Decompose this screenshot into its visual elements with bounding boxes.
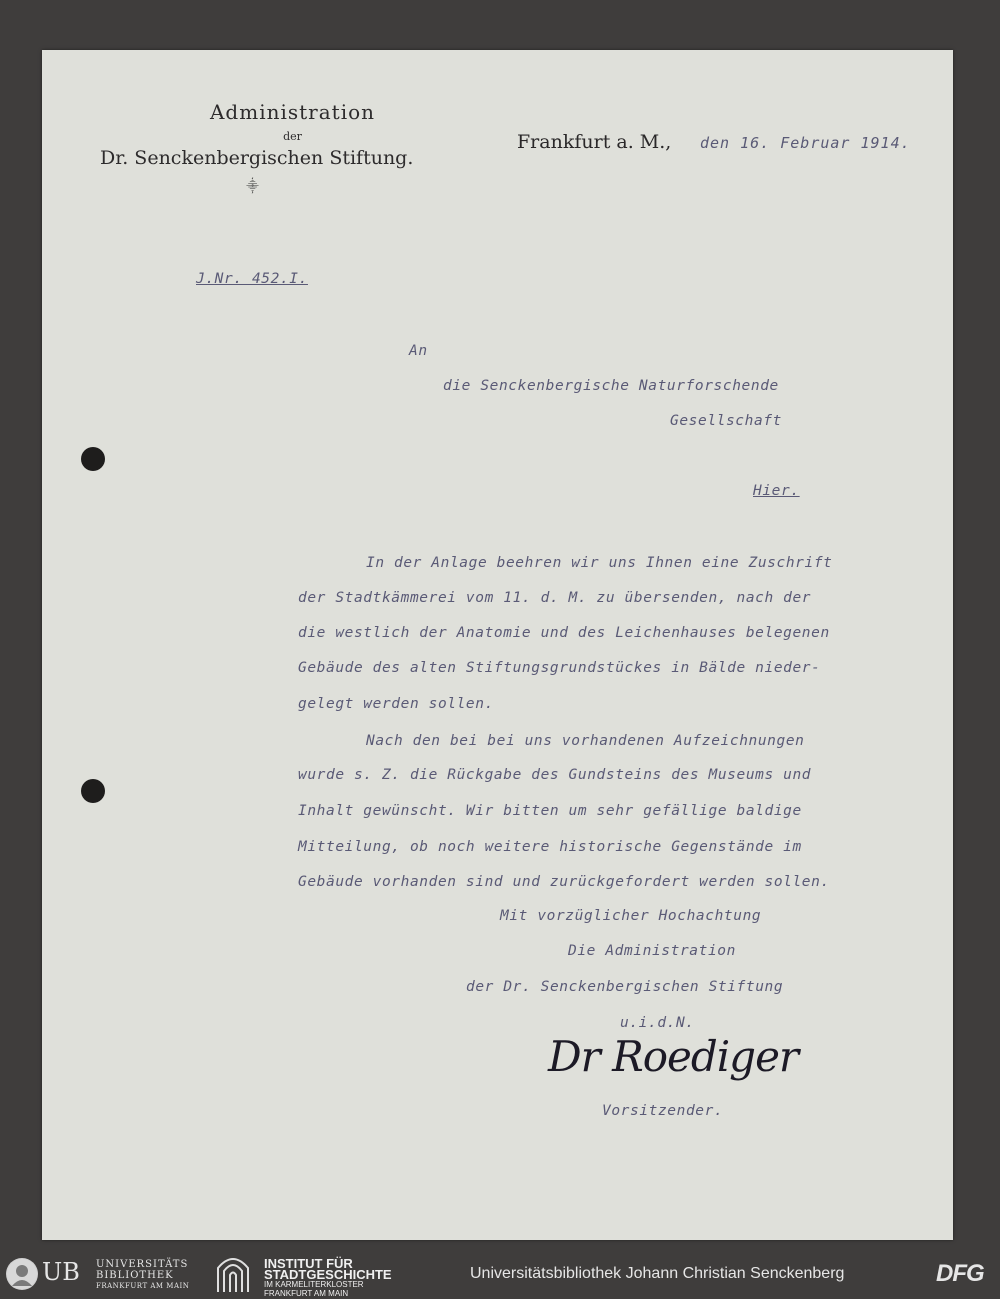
body-line: Mitteilung, ob noch weitere historische Gegenstände im (298, 839, 802, 855)
letterhead-title: Administration (209, 100, 376, 124)
institute-arches-icon (214, 1256, 252, 1294)
body-line: Gebäude des alten Stiftungsgrundstückes in Bälde nieder- (298, 660, 821, 676)
ornament-icon: ⸎ (246, 179, 259, 193)
recipient-an: An (409, 343, 428, 359)
body-line: wurde s. Z. die Rückgabe des Gundsteins des Museums und (298, 767, 812, 783)
signatory-title: Vorsitzender. (602, 1103, 724, 1119)
ifs-line-3: IM KARMELITERKLOSTER (264, 1280, 364, 1289)
handwritten-signature: Dr Roediger (548, 1032, 799, 1081)
closing-uidn: u.i.d.N. (620, 1015, 695, 1031)
recipient-hier: Hier. (753, 483, 800, 499)
punch-hole-top (81, 447, 105, 471)
footer-bar (0, 1250, 1000, 1299)
dfg-logo: DFG (936, 1260, 984, 1287)
letterhead (100, 100, 414, 194)
ub-logo-letters: UB (42, 1258, 80, 1286)
letterhead-der: der (283, 130, 302, 143)
ifs-line-1: INSTITUT FÜR (264, 1256, 353, 1271)
institute-logo-text (264, 1258, 392, 1298)
body-line: der Stadtkämmerei vom 11. d. M. zu übersenden, nach der (298, 590, 812, 606)
letterhead-name: Dr. Senckenbergischen Stiftung. (100, 147, 414, 169)
place-of-writing: Frankfurt a. M., (517, 131, 672, 153)
body-line: Inhalt gewünscht. Wir bitten um sehr gefällige baldige (298, 803, 802, 819)
punch-hole-bottom (81, 779, 105, 803)
closing-greeting: Mit vorzüglicher Hochachtung (500, 908, 762, 924)
ifs-line-4: FRANKFURT AM MAIN (264, 1289, 349, 1298)
closing-foundation: der Dr. Senckenbergischen Stiftung (466, 979, 784, 995)
body-line: Nach den bei bei uns vorhandenen Aufzeichnungen (366, 733, 805, 749)
body-line: die westlich der Anatomie und des Leichenhauses belegenen (298, 625, 830, 641)
ub-line-1: UNIVERSITÄTS (96, 1259, 189, 1270)
recipient-line-1: die Senckenbergische Naturforschende (443, 378, 779, 394)
ub-line-2: BIBLIOTHEK (96, 1270, 174, 1281)
ub-line-3: FRANKFURT AM MAIN (96, 1282, 190, 1290)
letter-date: den 16. Februar 1914. (700, 134, 911, 152)
reference-number: J.Nr. 452.I. (196, 271, 308, 287)
body-line: Gebäude vorhanden sind und zurückgefordert werden sollen. (298, 874, 830, 890)
body-line: In der Anlage beehren wir uns Ihnen eine Zuschrift (366, 555, 833, 571)
ub-logo-text (96, 1259, 189, 1292)
ub-seal-icon (6, 1258, 38, 1290)
document-page (42, 50, 953, 1240)
library-name: Universitätsbibliothek Johann Christian Senckenberg (470, 1265, 845, 1282)
body-line: gelegt werden sollen. (298, 696, 494, 712)
recipient-line-2: Gesellschaft (670, 413, 782, 429)
closing-administration: Die Administration (568, 943, 736, 959)
ifs-line-2: STADTGESCHICHTE (264, 1267, 392, 1282)
